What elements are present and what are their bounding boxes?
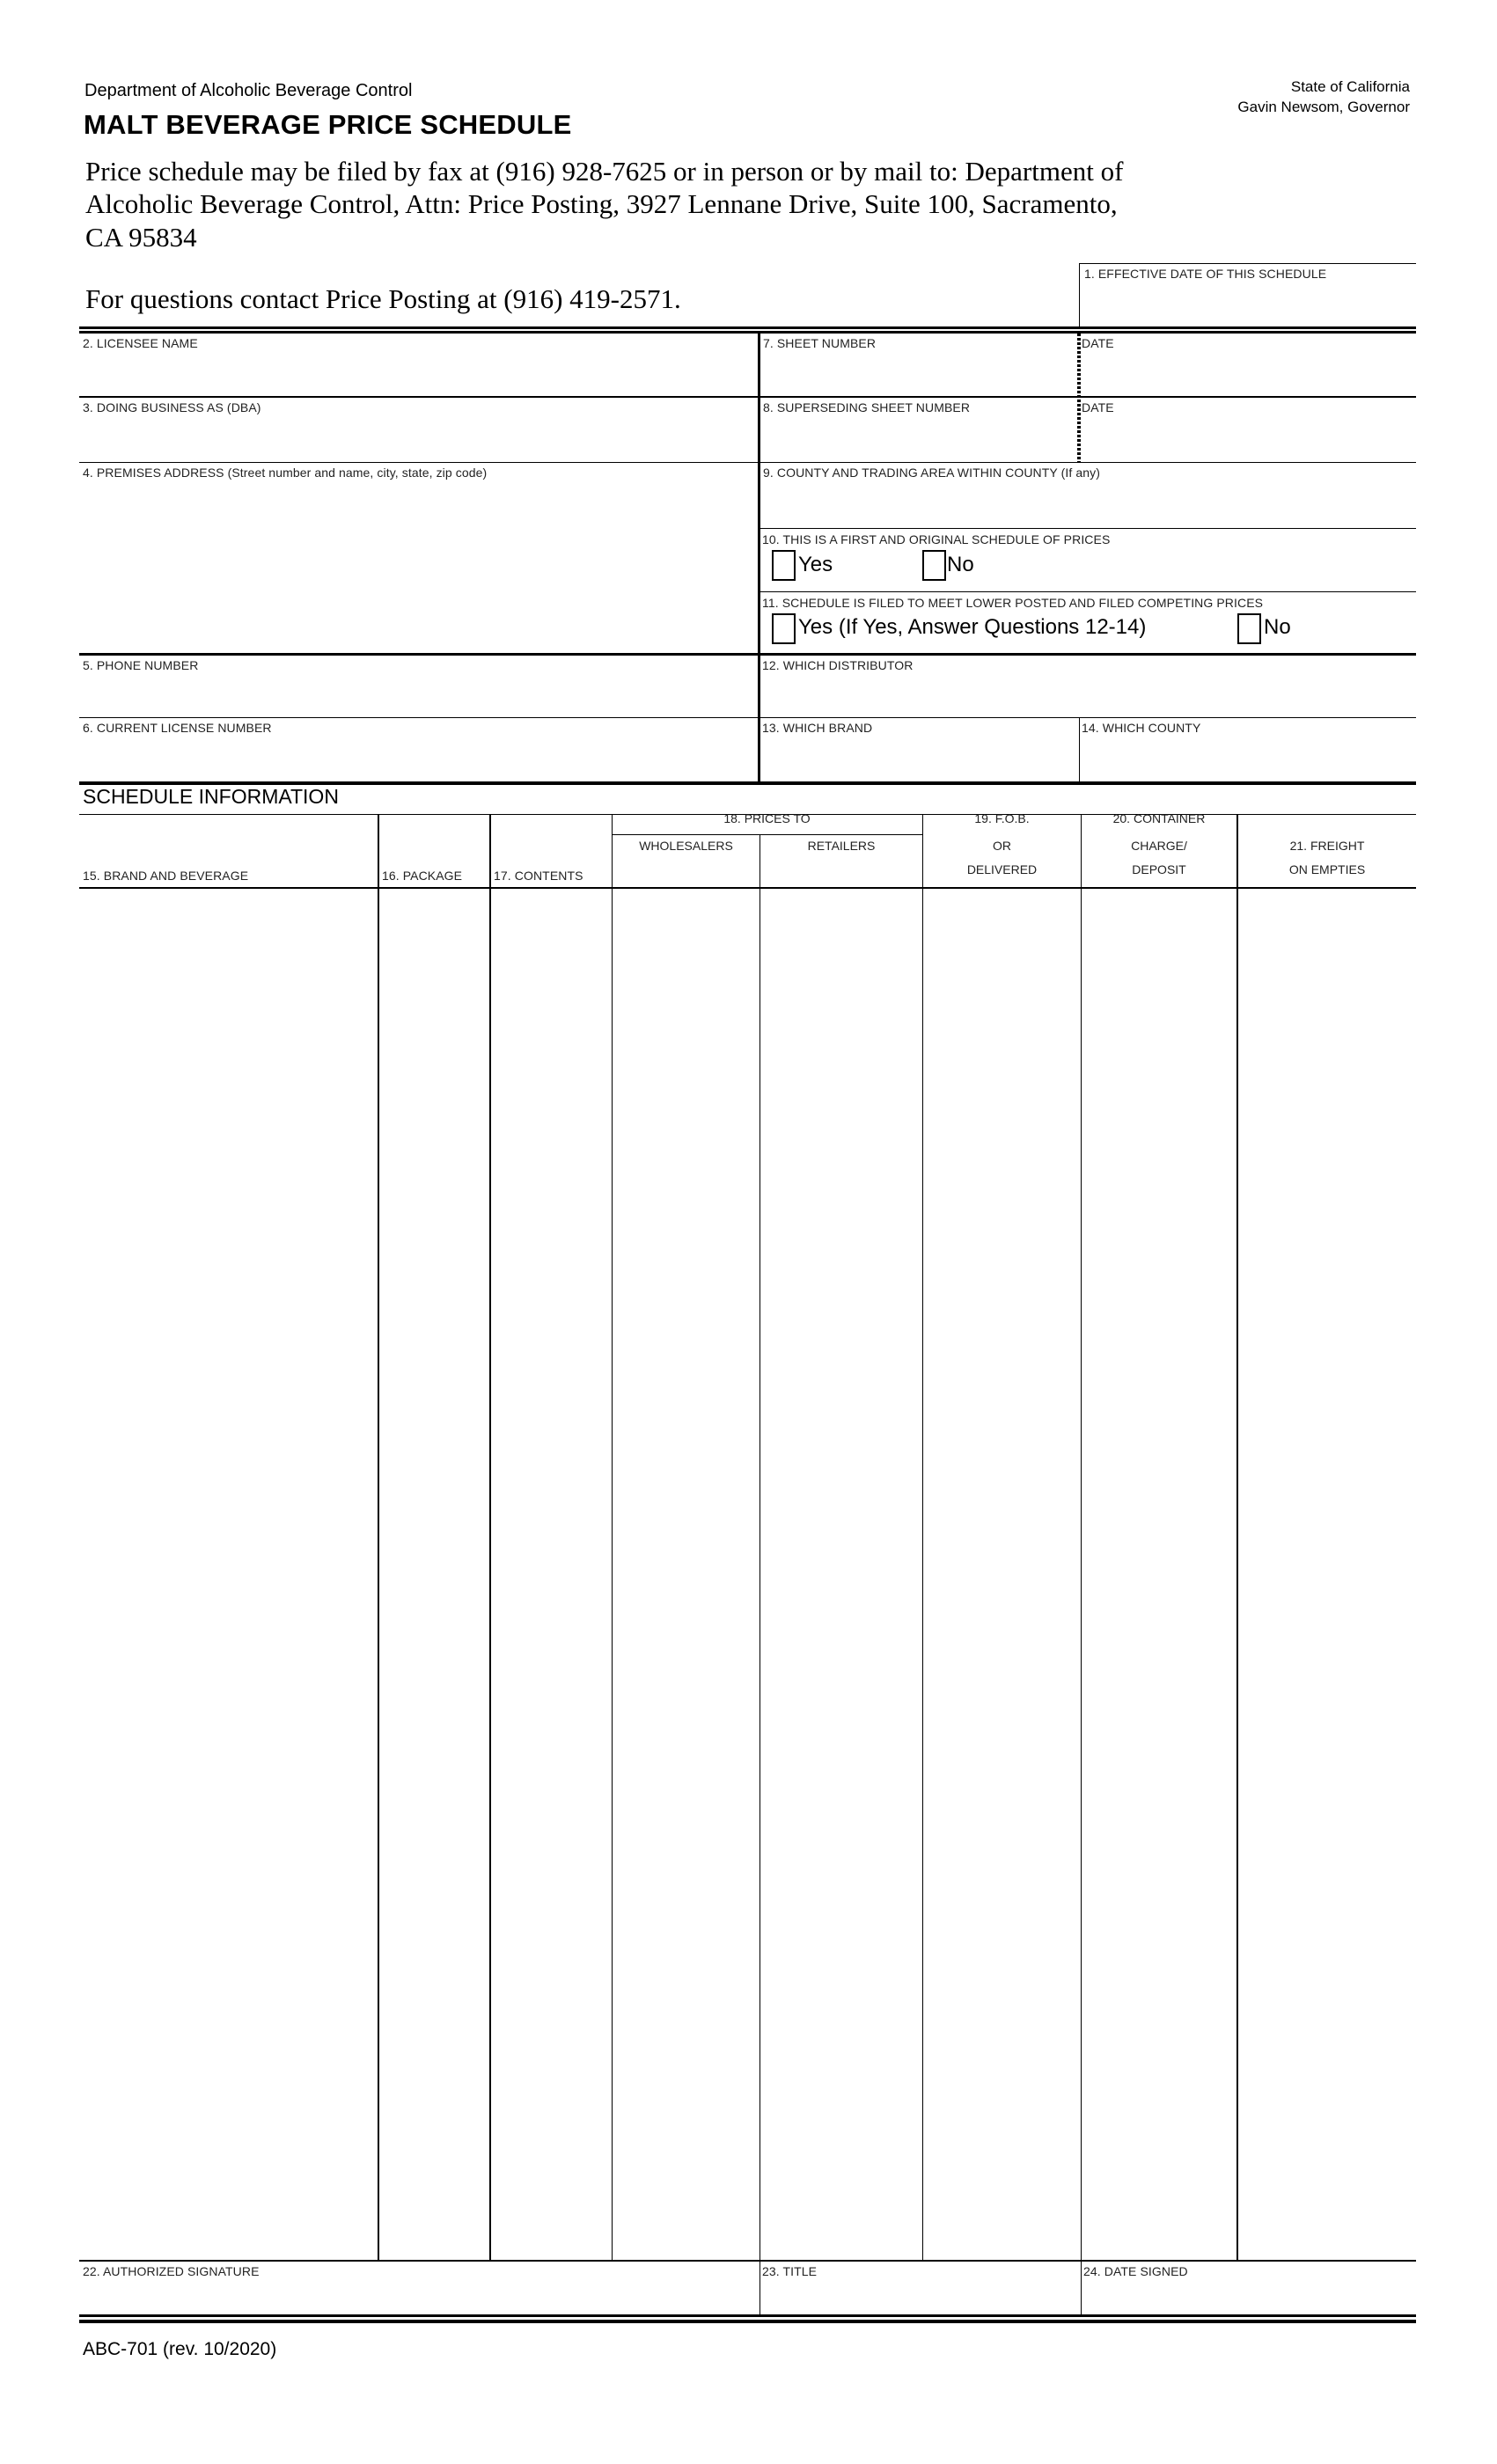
superseding-date-field[interactable] (1081, 398, 1416, 462)
licensee-name-label: 2. LICENSEE NAME (83, 336, 198, 350)
schedule-body-retailers[interactable] (760, 889, 922, 2260)
column-header-fob-2: OR (993, 839, 1011, 853)
phone-number-label: 5. PHONE NUMBER (83, 658, 199, 672)
filing-instructions-line-2: Alcoholic Beverage Control, Attn: Price Posting, 3927 Lennane Drive, Suite 100, Sacramento, (85, 188, 1118, 219)
column-header-contents: 17. CONTENTS (494, 869, 583, 883)
filing-instructions-line-3: CA 95834 (85, 222, 197, 253)
column-header-prices-to: 18. PRICES TO (723, 811, 811, 825)
which-brand-field[interactable] (760, 718, 1079, 781)
dba-field[interactable] (79, 398, 758, 463)
first-original-no-label: No (947, 553, 974, 576)
sheet-number-label: 7. SHEET NUMBER (763, 336, 877, 350)
schedule-body-package[interactable] (379, 889, 489, 2260)
authorized-signature-label: 22. AUTHORIZED SIGNATURE (83, 2264, 260, 2278)
form-id: ABC-701 (rev. 10/2020) (83, 2339, 277, 2359)
which-distributor-field[interactable] (760, 656, 1416, 717)
licensee-name-field[interactable] (79, 334, 758, 397)
column-header-fob-1: 19. F.O.B. (974, 811, 1030, 825)
superseding-sheet-number-field[interactable] (760, 398, 1077, 462)
schedule-body-contents[interactable] (491, 889, 612, 2260)
schedule-body-wholesalers[interactable] (613, 889, 760, 2260)
department-name: Department of Alcoholic Beverage Control (84, 81, 413, 100)
column-header-wholesalers: WHOLESALERS (639, 839, 733, 853)
schedule-body-brand[interactable] (79, 889, 378, 2260)
premises-address-field[interactable] (79, 463, 758, 654)
sheet-date-label: DATE (1082, 336, 1114, 350)
superseding-date-label: DATE (1082, 400, 1114, 414)
competing-prices-yes-label: Yes (If Yes, Answer Questions 12-14) (798, 615, 1147, 639)
effective-date-label: 1. EFFECTIVE DATE OF THIS SCHEDULE (1084, 267, 1327, 281)
column-header-retailers: RETAILERS (807, 839, 876, 853)
schedule-body-fob[interactable] (923, 889, 1081, 2260)
column-header-fob-3: DELIVERED (966, 862, 1038, 876)
column-header-brand: 15. BRAND AND BEVERAGE (83, 869, 249, 883)
superseding-sheet-number-label: 8. SUPERSEDING SHEET NUMBER (763, 400, 971, 414)
filing-instructions-line-1: Price schedule may be filed by fax at (916) 928-7625 or in person or by mail to: Department of (85, 156, 1124, 187)
date-signed-field[interactable] (1082, 2262, 1416, 2314)
double-rule-top (79, 2314, 1416, 2317)
double-rule-top (79, 326, 1416, 329)
title-label: 23. TITLE (762, 2264, 818, 2278)
premises-address-label: 4. PREMISES ADDRESS (Street number and name, city, state, zip code) (83, 466, 488, 480)
first-original-no-checkbox[interactable] (922, 550, 946, 581)
dba-label: 3. DOING BUSINESS AS (DBA) (83, 400, 261, 414)
column-header-container-1: 20. CONTAINER (1112, 811, 1206, 825)
competing-prices-no-checkbox[interactable] (1237, 613, 1261, 644)
county-trading-area-label: 9. COUNTY AND TRADING AREA WITHIN COUNTY (If any) (763, 466, 1100, 480)
column-header-freight-1: 21. FREIGHT (1289, 839, 1365, 853)
divider (1079, 263, 1080, 327)
first-original-yes-checkbox[interactable] (772, 550, 796, 581)
first-original-question (760, 529, 1416, 592)
column-header-package: 16. PACKAGE (382, 869, 463, 883)
effective-date-field[interactable] (1081, 264, 1416, 326)
date-signed-label: 24. DATE SIGNED (1083, 2264, 1188, 2278)
first-original-label: 10. THIS IS A FIRST AND ORIGINAL SCHEDULE OF PRICES (762, 532, 1111, 546)
schedule-body-freight[interactable] (1238, 889, 1416, 2260)
license-number-field[interactable] (79, 718, 758, 781)
competing-prices-yes-checkbox[interactable] (772, 613, 796, 644)
sheet-number-field[interactable] (760, 334, 1077, 396)
column-header-freight-2: ON EMPTIES (1288, 862, 1366, 876)
column-header-container-3: DEPOSIT (1132, 862, 1186, 876)
which-county-label: 14. WHICH COUNTY (1082, 721, 1201, 735)
contact-instructions: For questions contact Price Posting at (916) 419-2571. (85, 283, 681, 314)
schedule-section-title: SCHEDULE INFORMATION (83, 785, 339, 808)
competing-prices-label: 11. SCHEDULE IS FILED TO MEET LOWER POSTED AND FILED COMPETING PRICES (762, 596, 1264, 610)
title-field[interactable] (760, 2262, 1081, 2314)
double-rule-bottom (79, 2320, 1416, 2323)
county-trading-area-field[interactable] (760, 463, 1416, 528)
license-number-label: 6. CURRENT LICENSE NUMBER (83, 721, 272, 735)
column-header-container-2: CHARGE/ (1131, 839, 1187, 853)
schedule-body-container[interactable] (1082, 889, 1236, 2260)
which-distributor-label: 12. WHICH DISTRIBUTOR (762, 658, 914, 672)
competing-prices-no-label: No (1264, 615, 1291, 639)
sheet-date-field[interactable] (1081, 334, 1416, 396)
phone-number-field[interactable] (79, 656, 758, 717)
form-title: MALT BEVERAGE PRICE SCHEDULE (84, 109, 572, 140)
first-original-yes-label: Yes (798, 553, 833, 576)
state-name: State of California (1290, 78, 1410, 95)
which-county-field[interactable] (1080, 718, 1416, 781)
prices-to-subrule (612, 834, 922, 835)
authorized-signature-field[interactable] (79, 2262, 760, 2314)
governor-name: Gavin Newsom, Governor (1237, 99, 1410, 115)
which-brand-label: 13. WHICH BRAND (762, 721, 873, 735)
